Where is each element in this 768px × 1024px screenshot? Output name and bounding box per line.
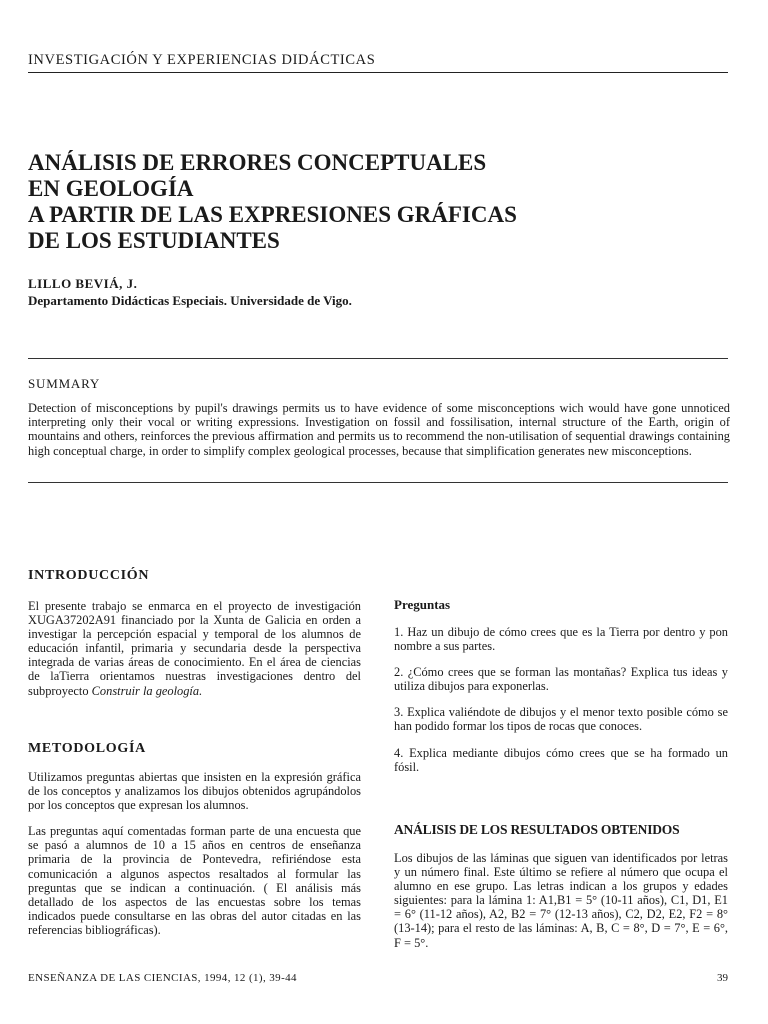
metodologia-paragraph: Las preguntas aquí comentadas forman parte de una encuesta que se pasó a alumnos de 10 a 15 años en centros de enseñanza primaria de la provincia de Pontevedra, refiriéndose esta comunicación a algunos aspectos resaltados al formular las preguntas que se indican a continuación. ( El análisis más detallado de los aspectos de las encuestas sobre los temas indicados puede consultarse en las obras del autor citadas en las referencias bibliográficas).: [28, 824, 361, 937]
summary-heading: SUMMARY: [28, 376, 101, 391]
question-item: 2. ¿Cómo crees que se forman las montañas? Explica tus ideas y utiliza dibujos para exponerlas.: [394, 665, 728, 694]
metodologia-text: [28, 770, 361, 949]
preguntas-heading: Preguntas: [394, 597, 451, 612]
article-title: [28, 150, 748, 254]
section-heading-analisis: ANÁLISIS DE LOS RESULTADOS OBTENIDOS: [394, 822, 680, 837]
introduccion-text: [28, 599, 361, 698]
section-heading-introduccion: INTRODUCCIÓN: [28, 568, 150, 583]
authors: LILLO BEVIÁ, J.: [28, 276, 138, 291]
question-item: 3. Explica valiéndote de dibujos y el menor texto posible cómo se han podido formar los tipos de rocas que conoces.: [394, 705, 728, 734]
title-line: ANÁLISIS DE ERRORES CONCEPTUALES: [28, 150, 487, 175]
header-rule: [28, 72, 728, 73]
journal-header: INVESTIGACIÓN Y EXPERIENCIAS DIDÁCTICAS: [28, 52, 376, 68]
subproject-title: Construir la geología.: [91, 683, 203, 698]
footer-citation: ENSEÑANZA DE LAS CIENCIAS, 1994, 12 (1), 39-44: [28, 972, 297, 984]
summary-top-rule: [28, 358, 728, 359]
summary-text: Detection of misconceptions by pupil's drawings permits us to have evidence of some misconceptions wich would have gone unnoticed interpreting only their vocal or writing expressions. Investigation on fossil and fossilisation, internal structure of the Earth, origin of mountains and others, reinforces the previous affirmation and permits us to recommend the non-utilisation of sequential drawings containing high conceptual charge, in order to simplify complex geological processes, because that simplification generates new misconceptions.: [28, 401, 730, 458]
question-item: 1. Haz un dibujo de cómo crees que es la Tierra por dentro y pon nombre a sus partes.: [394, 625, 728, 654]
metodologia-paragraph: Utilizamos preguntas abiertas que insisten en la expresión gráfica de los conceptos y analizamos los dibujos obtenidos agrupándolos por los conceptos que expresan los alumnos.: [28, 770, 361, 813]
summary-bottom-rule: [28, 482, 728, 483]
title-line: A PARTIR DE LAS EXPRESIONES GRÁFICAS: [28, 202, 517, 227]
page-number: 39: [717, 972, 728, 984]
preguntas-list: [394, 625, 728, 786]
title-line: DE LOS ESTUDIANTES: [28, 228, 280, 253]
title-line: EN GEOLOGÍA: [28, 176, 194, 201]
introduccion-body: El presente trabajo se enmarca en el proyecto de investigación XUGA37202A91 financiado por la Xunta de Galicia en orden a investigar la percepción espacial y temporal de los alumnos de educación infantil, primaria y secundaria desde la perspectiva integrada de varias áreas de conocimiento. En el área de ciencias de laTierra orientamos nuestras investigaciones dentro del subproyecto: [28, 599, 361, 698]
affiliation: Departamento Didácticas Especiais. Universidade de Vigo.: [28, 293, 352, 308]
question-item: 4. Explica mediante dibujos cómo crees que se ha formado un fósil.: [394, 745, 728, 774]
section-heading-metodologia: METODOLOGÍA: [28, 741, 146, 756]
analisis-text: Los dibujos de las láminas que siguen van identificados por letras y un número final. Este último se refiere al número que ocupa el alumno en ese grupo. Las letras indican a los grupos y edades siguientes: para la lámina 1: A1,B1 = 5° (10-11 años), C1, D1, E1 = 6° (11-12 años), A2, B2 = 7° (12-13 años), C2, D2, E2, F2 = 8° (13-14); para el resto de las láminas: A, B, C = 8°, D = 7°, E = 6°, F = 5°.: [394, 851, 728, 950]
